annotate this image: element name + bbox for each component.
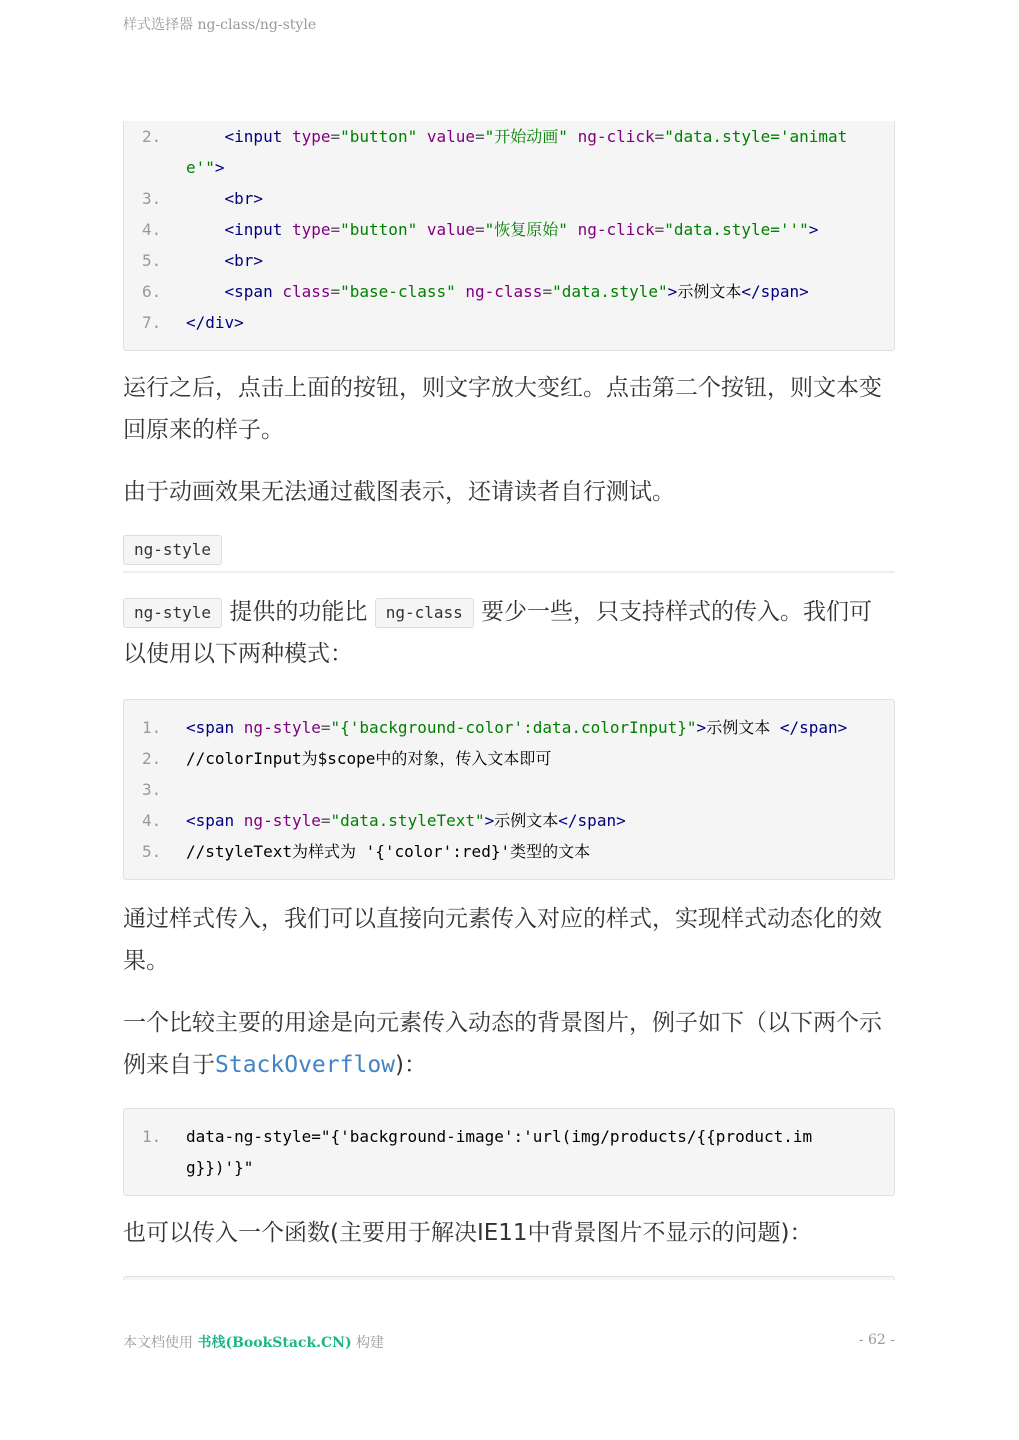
paragraph-ng-style-intro: ng-style 提供的功能比 ng-class 要少一些，只支持样式的传入。我们可以使用以下两种模式： [123, 599, 873, 667]
section-heading [123, 535, 895, 573]
line-number: 7. [142, 313, 162, 332]
code-line [142, 712, 876, 743]
line-code: <span ng-style="{'background-color':data.colorInput}">示例文本 </span> [186, 718, 848, 737]
line-code: <span ng-style="data.styleText">示例文本</span> [186, 811, 626, 830]
page-number: - 62 - [858, 1332, 895, 1348]
paragraph-dynamic-style: 通过样式传入，我们可以直接向元素传入对应的样式，实现样式动态化的效果。 [123, 906, 882, 974]
page-footer: 本文档使用 书栈(BookStack.CN) 构建 - 62 - [123, 1332, 895, 1351]
line-code: <span class="base-class" ng-class="data.style">示例文本</span> [224, 282, 809, 301]
code-line [142, 245, 876, 276]
line-code: <br> [224, 189, 264, 208]
line-number: 2. [142, 749, 162, 768]
running-header: 样式选择器 ng-class/ng-style [123, 17, 317, 33]
code-block-ng-class [123, 121, 895, 351]
line-code: </div> [186, 313, 244, 332]
inline-code-ng-style: ng-style [123, 598, 222, 628]
line-code: <br> [224, 251, 264, 270]
paragraph-animation-note: 由于动画效果无法通过截图表示，还请读者自行测试。 [123, 479, 675, 505]
code-block-ng-style [123, 699, 895, 880]
code-line [142, 307, 876, 338]
paragraph-result: 运行之后，点击上面的按钮，则文字放大变红。点击第二个按钮，则文本变回原来的样子。 [123, 375, 882, 443]
code-line [142, 774, 876, 805]
code-line [142, 214, 876, 245]
line-number: 6. [142, 282, 162, 301]
code-block-background-image [123, 1108, 895, 1196]
code-line [142, 276, 876, 307]
line-code: <input type="button" value="恢复原始" ng-click="data.style=''"> [224, 220, 819, 239]
line-number: 5. [142, 842, 162, 861]
line-code [186, 774, 876, 805]
inline-code-ng-class: ng-class [375, 598, 474, 628]
code-line [142, 1121, 876, 1183]
line-code: //colorInput为$scope中的对象，传入文本即可 [186, 749, 552, 768]
code-line [142, 805, 876, 836]
heading-code: ng-style [123, 535, 222, 565]
line-code: //styleText为样式为 '{'color':red}'类型的文本 [186, 842, 591, 861]
line-number: 3. [142, 780, 162, 799]
code-line [142, 121, 876, 183]
code-line [142, 183, 876, 214]
line-number: 1. [142, 1127, 162, 1146]
paragraph-background-image: 一个比较主要的用途是向元素传入动态的背景图片，例子如下（以下两个示例来自于StackOverflow)： [123, 1010, 882, 1078]
line-number: 2. [142, 127, 162, 146]
line-number: 4. [142, 811, 162, 830]
code-block-continued [123, 1276, 895, 1280]
line-number: 5. [142, 251, 162, 270]
page-content [123, 121, 895, 1280]
code-line [142, 743, 876, 774]
paragraph-function: 也可以传入一个函数(主要用于解决IE11中背景图片不显示的问题)： [123, 1220, 813, 1246]
stackoverflow-link[interactable]: StackOverflow [215, 1052, 396, 1078]
line-number: 4. [142, 220, 162, 239]
line-code: data-ng-style="{'background-image':'url(img/products/{{product.img}})'}" [186, 1127, 813, 1177]
code-line [142, 836, 876, 867]
line-number: 3. [142, 189, 162, 208]
line-number: 1. [142, 718, 162, 737]
line-code: <input type="button" value="开始动画" ng-click="data.style='animate'"> [186, 127, 848, 177]
bookstack-link[interactable]: 书栈(BookStack.CN) [197, 1335, 352, 1351]
